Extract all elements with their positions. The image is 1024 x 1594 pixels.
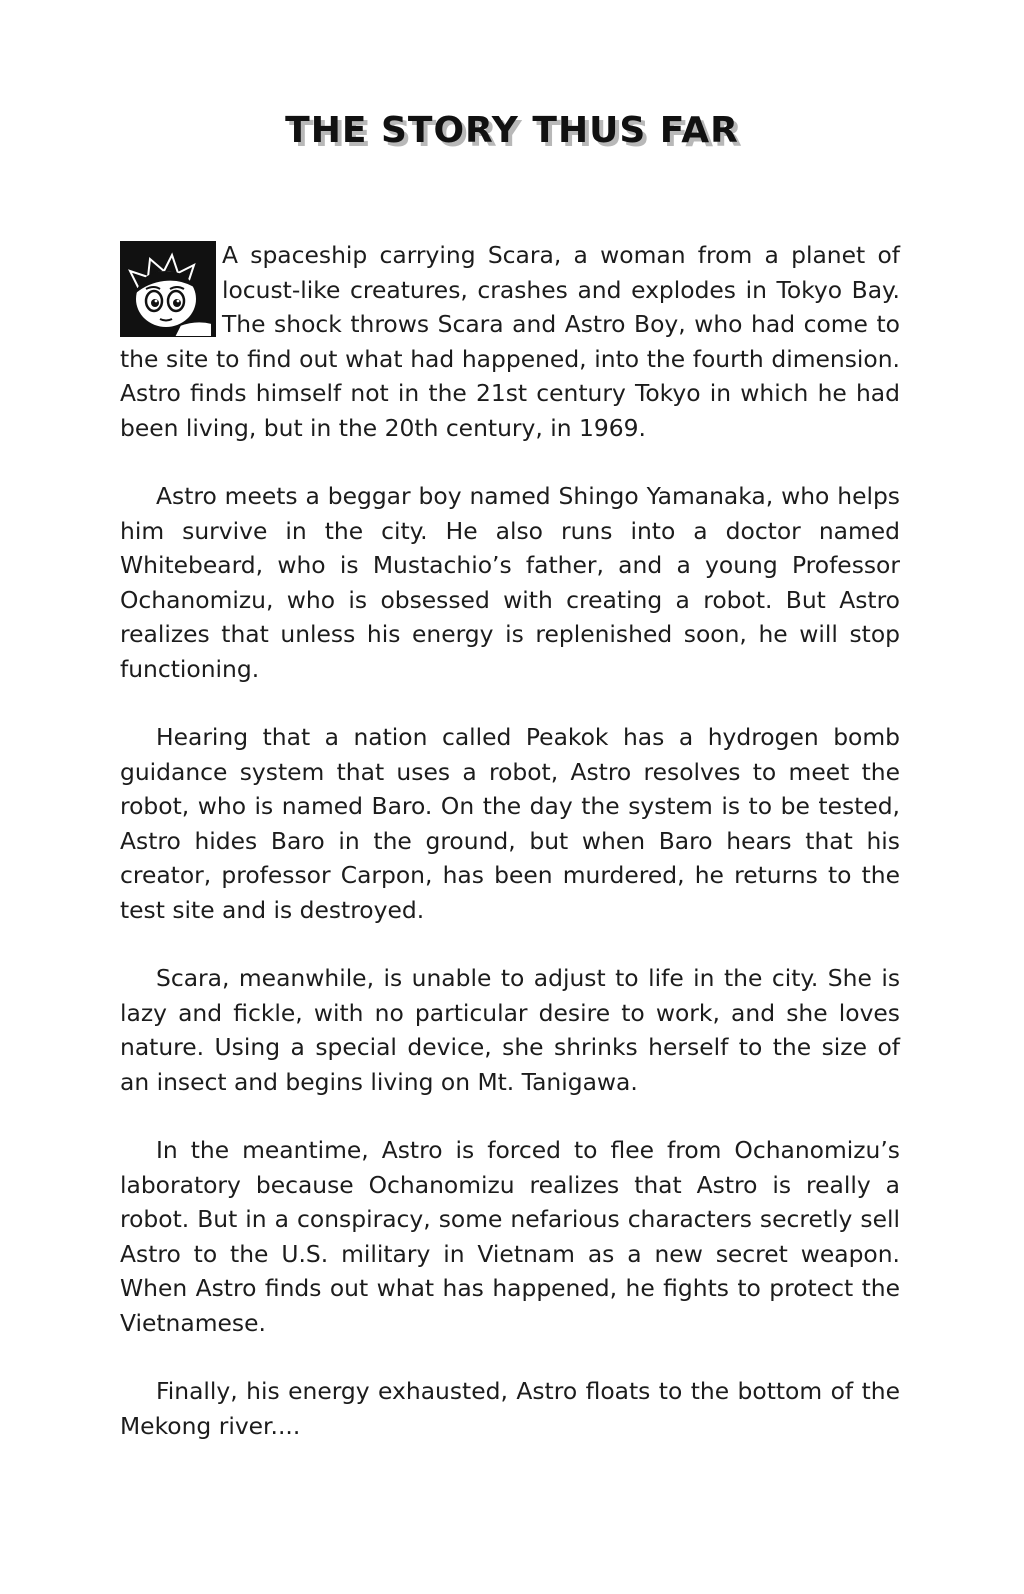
story-paragraph-5: In the meantime, Astro is forced to flee from Ochanomizu’s laboratory because Ochanomizu realizes that Astro is really a robot. But in a conspiracy, some nefarious characters secretly sell Astro to the U.S. military in Vietnam as a new secret weapon. When Astro finds out what has happened, he fights to protect the Vietnamese. xyxy=(120,1136,900,1337)
astro-boy-portrait-icon xyxy=(120,241,216,337)
story-paragraph-4: Scara, meanwhile, is unable to adjust to life in the city. She is lazy and fickle, with no particular desire to work, and she loves nature. Using a special device, she shrinks herself to the size of an insect and begins living on Mt. Tanigawa. xyxy=(120,964,900,1096)
story-paragraph-1 xyxy=(120,238,900,445)
story-paragraph-3: Hearing that a nation called Peakok has a hydrogen bomb guidance system that uses a robot, Astro resolves to meet the robot, who is named Baro. On the day the system is to be tested, Astro hides Baro in the ground, but when Baro hears that his creator, professor Carpon, has been murdered, he returns to the test site and is destroyed. xyxy=(120,723,900,924)
page-title: THE STORY THUS FAR xyxy=(285,110,739,151)
story-paragraph-2: Astro meets a beggar boy named Shingo Yamanaka, who helps him survive in the city. He also runs into a doctor named Whitebeard, who is Mustachio’s father, and a young Professor Ochanomizu, who is obsessed with creating a robot. But Astro realizes that unless his energy is replenished soon, he will stop functioning. xyxy=(120,482,900,683)
story-text xyxy=(120,238,900,1477)
paragraph-text: A spaceship carrying Scara, a woman from a planet of locust-like creatures, crashes and explodes in Tokyo Bay. The shock throws Scara and Astro Boy, who had come to the site to find out what had happened, into the fourth dimension. Astro finds himself not in the 21st century Tokyo in which he had been living, but in the 20th century, in 1969. xyxy=(120,241,900,442)
story-paragraph-6: Finally, his energy exhausted, Astro floats to the bottom of the Mekong river.... xyxy=(120,1377,900,1440)
